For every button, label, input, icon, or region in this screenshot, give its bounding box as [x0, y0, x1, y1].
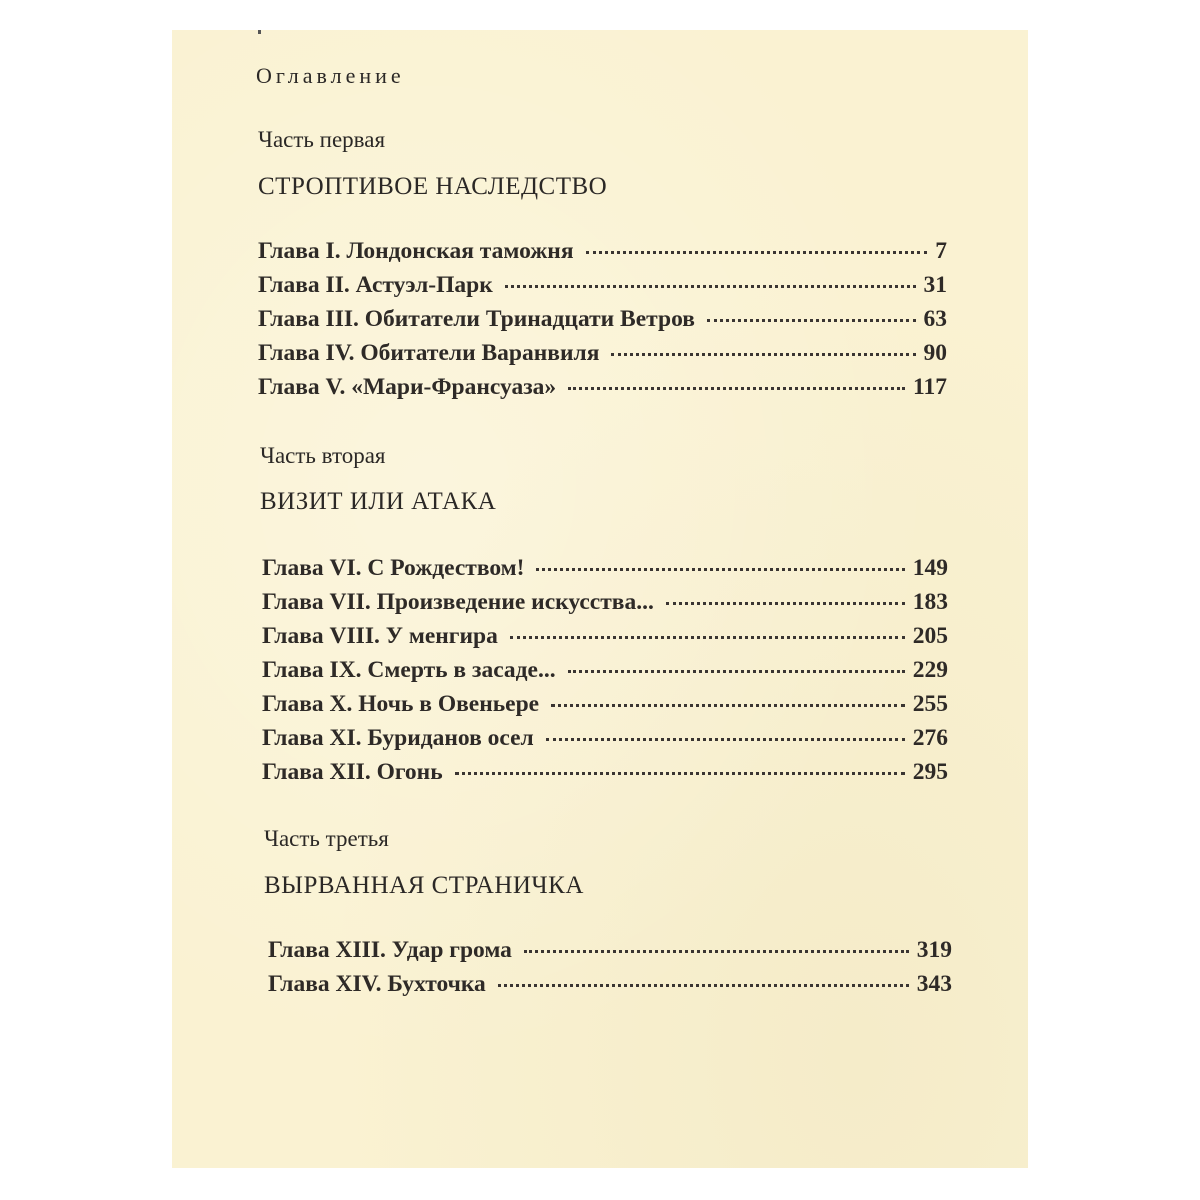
page-number: 255: [912, 691, 948, 717]
page-number: 319: [916, 937, 952, 963]
toc-entry: [258, 340, 947, 374]
chapter-title: Глава IX. Смерть в засаде...: [262, 657, 556, 683]
dot-leader: [586, 251, 928, 254]
page-number: 276: [912, 725, 948, 751]
chapter-title: Глава IV. Обитатели Варанвиля: [258, 340, 600, 366]
toc-entry: [262, 691, 948, 725]
toc-entry: [262, 725, 948, 759]
ink-speck: [258, 30, 261, 34]
chapter-title: Глава VIII. У менгира: [262, 623, 498, 649]
dot-leader: [546, 738, 905, 741]
part-title: ВИЗИТ ИЛИ АТАКА: [260, 488, 497, 515]
toc-entry: [258, 238, 947, 272]
chapter-title: Глава XIV. Бухточка: [268, 971, 486, 997]
dot-leader: [524, 950, 909, 953]
chapter-title: Глава VI. С Рождеством!: [262, 555, 525, 581]
part-label: Часть третья: [264, 826, 389, 851]
page-number: 7: [935, 238, 947, 264]
dot-leader: [568, 670, 905, 673]
page-number: 31: [923, 272, 947, 298]
chapter-title: Глава I. Лондонская таможня: [258, 238, 574, 264]
chapter-title: Глава XI. Буриданов осел: [262, 725, 534, 751]
dot-leader: [536, 568, 904, 571]
book-page: [172, 30, 1028, 1168]
page-number: 63: [923, 306, 947, 332]
page-number: 229: [912, 657, 948, 683]
page-number: 90: [923, 340, 947, 366]
chapter-title: Глава III. Обитатели Тринадцати Ветров: [258, 306, 695, 332]
part-title: СТРОПТИВОЕ НАСЛЕДСТВО: [258, 173, 608, 200]
toc-entry: [258, 306, 947, 340]
dot-leader: [510, 636, 905, 639]
dot-leader: [498, 984, 909, 987]
toc-entry: [262, 759, 948, 793]
page-number: 343: [916, 971, 952, 997]
dot-leader: [505, 285, 916, 288]
chapter-title: Глава X. Ночь в Овеньере: [262, 691, 540, 717]
page-number: 205: [912, 623, 948, 649]
page-number: 149: [912, 555, 948, 581]
dot-leader: [666, 602, 905, 605]
toc-entry: [262, 555, 948, 589]
page-number: 295: [912, 759, 948, 785]
part-label: Часть вторая: [260, 443, 386, 468]
toc-entry: [262, 589, 948, 623]
dot-leader: [455, 772, 905, 775]
page-number: 117: [913, 374, 947, 400]
toc-heading: Оглавление: [256, 63, 405, 88]
toc-entry: [258, 272, 947, 306]
chapter-title: Глава XIII. Удар грома: [268, 937, 512, 963]
part-title: ВЫРВАННАЯ СТРАНИЧКА: [264, 872, 584, 899]
part-label: Часть первая: [258, 127, 386, 152]
chapter-title: Глава XII. Огонь: [262, 759, 443, 785]
chapter-title: Глава II. Астуэл-Парк: [258, 272, 493, 298]
toc-entry: [262, 657, 948, 691]
chapter-title: Глава VII. Произведение искусства...: [262, 589, 654, 615]
chapter-title: Глава V. «Мари-Франсуаза»: [258, 374, 557, 400]
toc-entry: [268, 937, 952, 971]
toc-entry: [268, 971, 952, 1005]
page-number: 183: [912, 589, 948, 615]
toc-entry: [262, 623, 948, 657]
dot-leader: [568, 387, 905, 390]
dot-leader: [611, 353, 915, 356]
dot-leader: [551, 704, 905, 707]
toc-entry: [258, 374, 947, 408]
dot-leader: [707, 319, 916, 322]
